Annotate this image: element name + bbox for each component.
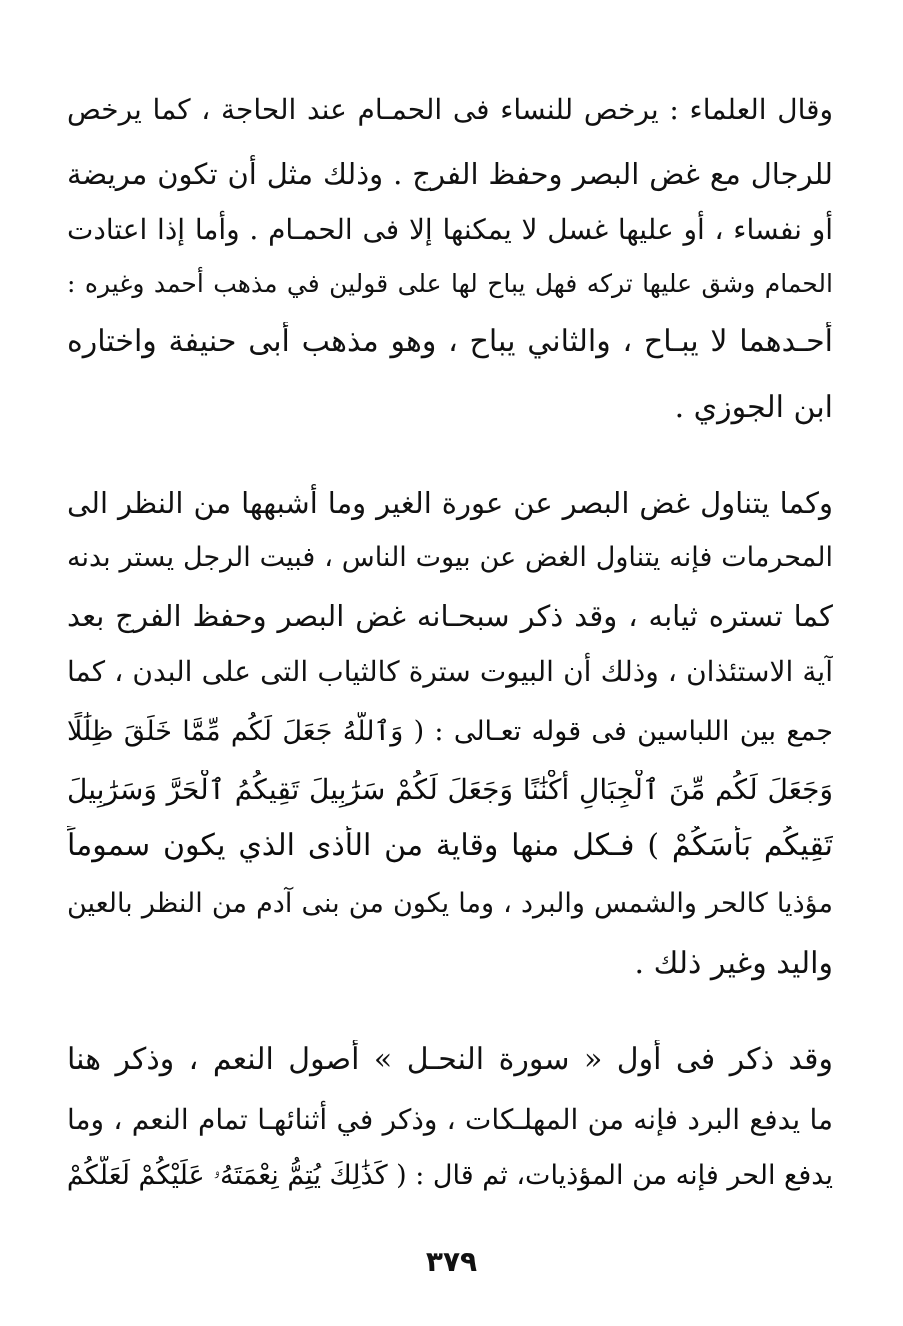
- page-number: ٣٧٩: [425, 1245, 478, 1278]
- text-line: ما يدفع البرد فإنه من المهلـكات ، وذكر في أثنائهـا تمام النعم ، وما: [67, 1103, 833, 1136]
- text-line: وكما يتناول غض البصر عن عورة الغير وما أشبهها من النظر الى: [67, 486, 833, 520]
- text-line-with-verse: تَقِيكُم بَأْسَكُمْ ) فـكل منها وقاية من الأذى الذي يكون سموماً: [67, 828, 833, 863]
- text-line: وقال العلماء : يرخص للنساء فى الحمـام عند الحاجة ، كما يرخص: [67, 93, 833, 126]
- text-line: كما تستره ثيابه ، وقد ذكر سبحـانه غض البصر وحفظ الفرج بعد: [67, 599, 833, 633]
- text-line: واليد وغير ذلك .: [634, 946, 833, 981]
- text-line: آية الاستئذان ، وذلك أن البيوت سترة كالثياب التى على البدن ، كما: [67, 655, 833, 688]
- text-line-with-verse: يدفع الحر فإنه من المؤذيات، ثم قال : ( كَذَٰلِكَ يُتِمُّ نِعْمَتَهُۥ عَلَيْكُمْ لَعَلَّكُمْ: [67, 1160, 833, 1191]
- quran-verse-line: وَجَعَلَ لَكُم مِّنَ ٱلْجِبَالِ أَكْنَٰنًا وَجَعَلَ لَكُمْ سَرَٰبِيلَ تَقِيكُمُ ٱلْحَرَّ وَسَرَٰبِيلَ: [67, 773, 833, 806]
- text-line: أحـدهما لا يبـاح ، والثاني يباح ، وهو مذهب أبى حنيفة واختاره: [67, 324, 833, 359]
- text-line: مؤذيا كالحر والشمس والبرد ، وما يكون من بنى آدم من النظر بالعين: [67, 888, 833, 919]
- text-line: ابن الجوزي .: [674, 390, 833, 425]
- text-line: للرجال مع غض البصر وحفظ الفرج . وذلك مثل أن تكون مريضة: [67, 157, 833, 191]
- text-line: وقد ذكر فى أول « سورة النحـل » أصول النعم ، وذكر هنا: [67, 1042, 833, 1077]
- text-line-with-verse: جمع بين اللباسين فى قوله تعـالى : ( وَٱللَّهُ جَعَلَ لَكُم مِّمَّا خَلَقَ ظِلَٰلًا: [67, 716, 833, 747]
- text-line: أو نفساء ، أو عليها غسل لا يمكنها إلا فى الحمـام . وأما إذا اعتادت: [67, 213, 833, 246]
- text-line: الحمام وشق عليها تركه فهل يباح لها على قولين في مذهب أحمد وغيره :: [67, 269, 833, 298]
- text-line: المحرمات فإنه يتناول الغض عن بيوت الناس ، فبيت الرجل يستر بدنه: [67, 542, 833, 573]
